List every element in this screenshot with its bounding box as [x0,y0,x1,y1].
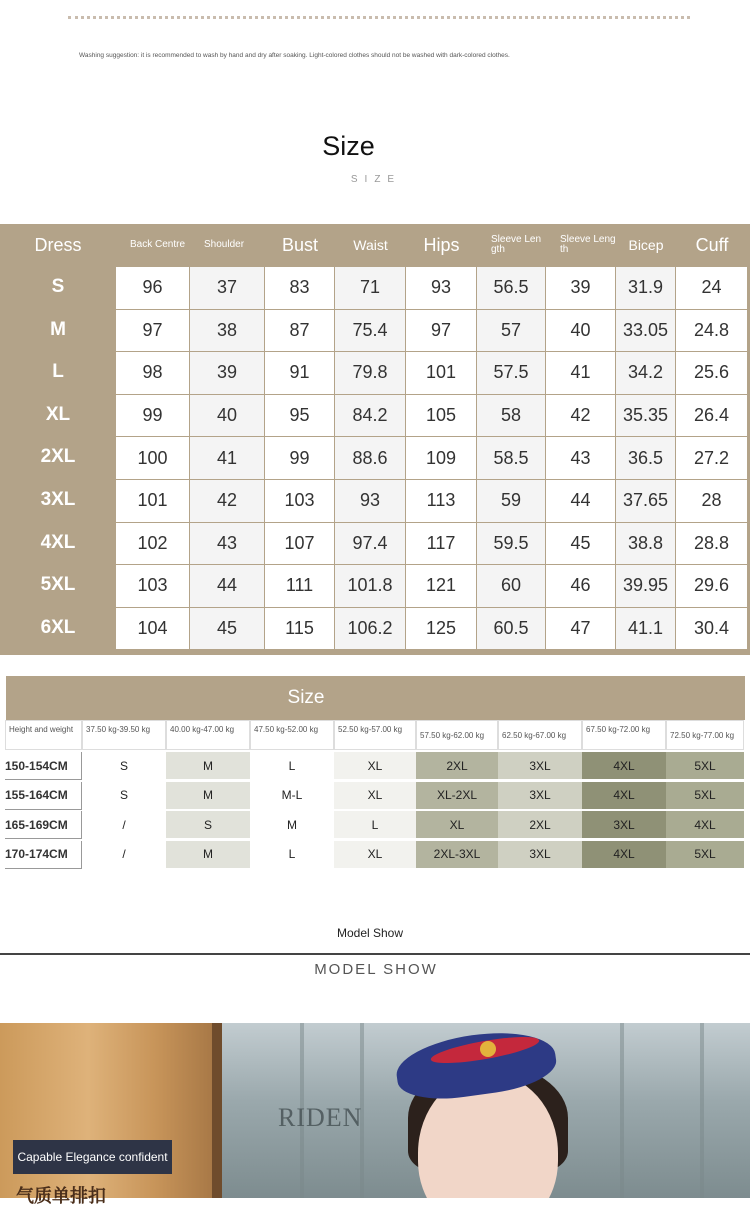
size-chart-cell: 30.4 [676,608,747,650]
size-chart-cell: 43 [190,523,264,565]
size-chart-cell: 59.5 [477,523,545,565]
size-chart-row-label: 6XL [40,616,76,638]
washing-suggestion: Washing suggestion: it is recommended to wash by hand and dry after soaking. Light-colored clothes should not be washed with dark-colored clothes. [79,52,510,59]
size-chart-cell: 59 [477,480,545,522]
size-section-subtitle: SIZE [350,174,402,185]
size-chart-cell: 57 [477,310,545,352]
size-guide-cell: XL [334,841,416,869]
size-chart-row-label: 3XL [40,489,76,510]
size-guide-cell: S [82,752,166,780]
size-chart-cell: 37.65 [616,480,675,522]
size-chart-cell: 71 [335,267,405,309]
size-guide-cell: XL-2XL [416,782,498,810]
size-guide-cell: 4XL [582,841,666,869]
building-sign: RIDEN [278,1103,363,1132]
size-guide-cell: 4XL [666,811,744,839]
size-chart-header-cell: Sleeve Length [491,234,542,255]
size-chart-cell: 28.8 [676,523,747,565]
size-chart-cell: 101.8 [335,565,405,607]
size-chart-cell: 103 [116,565,189,607]
size-guide-cell: / [82,811,166,839]
size-chart-cell: 104 [116,608,189,650]
size-chart-row-label: M [50,318,66,340]
size-guide-cell: 3XL [582,811,666,839]
size-guide-cell: / [82,841,166,869]
size-chart-cell: 26.4 [676,395,747,437]
size-chart-cell: 99 [265,437,334,479]
size-chart-cell: 33.05 [616,310,675,352]
size-chart-cell: 40 [190,395,264,437]
size-chart-cell: 107 [265,523,334,565]
size-guide-weight-header: 72.50 kg-77.00 kg [666,720,744,750]
size-chart-cell: 100 [116,437,189,479]
size-guide-weight-header: 57.50 kg-62.00 kg [416,720,498,750]
size-chart-cell: 115 [265,608,334,650]
size-guide-cell: 2XL [498,811,582,839]
size-guide-cell: 5XL [666,782,744,810]
size-guide-weight-header: 67.50 kg-72.00 kg [582,720,666,750]
door-frame [212,1023,222,1198]
size-chart-cell: 34.2 [616,352,675,394]
size-chart-cell: 83 [265,267,334,309]
size-chart-row-label: 4XL [40,531,76,553]
size-chart-cell: 44 [190,565,264,607]
size-guide-cell: S [166,811,250,839]
size-guide-title: Size [287,687,325,708]
size-chart-cell: 45 [190,608,264,650]
size-chart-cell: 46 [546,565,615,607]
size-guide-cell: L [250,752,334,780]
size-guide-weight-header: 52.50 kg-57.00 kg [334,720,416,750]
size-guide-cell: L [334,811,416,839]
size-chart-cell: 28 [676,480,747,522]
size-chart-cell: 42 [546,395,615,437]
photo-caption: Capable Elegance confident [13,1140,172,1174]
size-guide-cell: 4XL [582,782,666,810]
size-chart-cell: 88.6 [335,437,405,479]
size-guide-cell: 2XL [416,752,498,780]
size-guide-height-label: 150-154CM [5,752,82,780]
size-guide-cell: 4XL [582,752,666,780]
size-chart-header-cell: Bust [281,234,319,255]
size-chart-cell: 44 [546,480,615,522]
size-chart-cell: 38 [190,310,264,352]
size-chart-cell: 84.2 [335,395,405,437]
size-chart-cell: 109 [406,437,476,479]
size-chart-cell: 56.5 [477,267,545,309]
size-chart-cell: 24 [676,267,747,309]
size-guide-cell: XL [334,782,416,810]
size-chart-cell: 58 [477,395,545,437]
hat-emblem-icon [480,1041,496,1057]
dotted-divider [68,16,690,19]
size-chart-cell: 60 [477,565,545,607]
size-chart-cell: 42 [190,480,264,522]
size-chart-cell: 99 [116,395,189,437]
window-mullion [700,1023,704,1198]
size-chart-cell: 35.35 [616,395,675,437]
size-chart-cell: 121 [406,565,476,607]
size-chart-cell: 60.5 [477,608,545,650]
size-guide-corner: Height and weight [5,720,82,750]
model-show-subtitle: MODEL SHOW [314,961,438,978]
size-chart-cell: 37 [190,267,264,309]
size-guide-weight-header: 37.50 kg-39.50 kg [82,720,166,750]
size-guide-weight-header: 47.50 kg-52.00 kg [250,720,334,750]
size-guide-cell: M [166,782,250,810]
size-guide-cell: S [82,782,166,810]
size-chart-cell: 43 [546,437,615,479]
photo-chinese-caption: 气质单排扣 [16,1186,106,1207]
size-chart-header-cell: Bicep [628,237,664,253]
size-chart-cell: 95 [265,395,334,437]
size-chart-cell: 57.5 [477,352,545,394]
size-guide-height-label: 165-169CM [5,811,82,839]
size-guide-cell: M [250,811,334,839]
size-chart-header-cell: Waist [353,237,388,253]
size-guide-cell: 3XL [498,841,582,869]
size-guide-height-label: 155-164CM [5,782,82,810]
size-chart-header-cell: Back Centre [130,239,186,250]
size-chart-cell: 101 [116,480,189,522]
size-chart-header [0,224,750,266]
size-chart-cell: 58.5 [477,437,545,479]
size-chart-cell: 41 [190,437,264,479]
size-chart-cell: 41.1 [616,608,675,650]
window-mullion [620,1023,624,1198]
size-chart-cell: 39 [546,267,615,309]
size-chart-cell: 98 [116,352,189,394]
size-guide-cell: L [250,841,334,869]
size-chart-row-label: 2XL [40,446,76,468]
size-guide-cell: 5XL [666,841,744,869]
size-chart-cell: 75.4 [335,310,405,352]
size-guide-cell: M [166,841,250,869]
size-chart-cell: 125 [406,608,476,650]
size-chart-cell: 36.5 [616,437,675,479]
size-chart-cell: 93 [406,267,476,309]
size-chart-cell: 29.6 [676,565,747,607]
size-guide-cell: 3XL [498,782,582,810]
model-divider-line [0,953,750,955]
model-show-label: Model Show [336,926,404,940]
size-chart-cell: 97 [116,310,189,352]
size-chart-cell: 97.4 [335,523,405,565]
size-chart-cell: 31.9 [616,267,675,309]
size-guide-weight-header: 40.00 kg-47.00 kg [166,720,250,750]
size-guide-weight-header: 62.50 kg-67.00 kg [498,720,582,750]
size-chart-cell: 97 [406,310,476,352]
size-chart-row-label: L [52,361,64,383]
size-chart-cell: 41 [546,352,615,394]
size-chart-cell: 87 [265,310,334,352]
size-chart-row-label: S [51,276,65,297]
size-guide-cell: 3XL [498,752,582,780]
size-chart-cell: 45 [546,523,615,565]
size-chart-header-cell: Shoulder [204,239,245,250]
size-chart-cell: 111 [265,565,334,607]
size-guide-height-label: 170-174CM [5,841,82,869]
size-chart-cell: 24.8 [676,310,747,352]
size-chart-cell: 40 [546,310,615,352]
size-guide-cell: XL [416,811,498,839]
size-chart-cell: 113 [406,480,476,522]
size-guide-cell: M-L [250,782,334,810]
size-chart-header-cell: Sleeve Length [560,234,616,255]
size-chart-cell: 47 [546,608,615,650]
size-chart-cell: 96 [116,267,189,309]
size-chart-cell: 38.8 [616,523,675,565]
size-section-title: Size [322,131,375,161]
size-guide-cell: 5XL [666,752,744,780]
size-chart-cell: 103 [265,480,334,522]
size-chart-cell: 93 [335,480,405,522]
size-chart-row-label: XL [45,403,71,425]
size-guide-cell: M [166,752,250,780]
size-chart-cell: 39.95 [616,565,675,607]
size-chart-cell: 39 [190,352,264,394]
size-chart-cell: 102 [116,523,189,565]
size-chart-cell: 106.2 [335,608,405,650]
size-guide-cell: XL [334,752,416,780]
size-guide-cell: 2XL-3XL [416,841,498,869]
size-chart-cell: 25.6 [676,352,747,394]
size-chart-table [0,224,750,655]
size-chart-cell: 101 [406,352,476,394]
size-chart-header-cell: Dress [34,234,82,255]
size-chart-cell: 27.2 [676,437,747,479]
size-chart-cell: 91 [265,352,334,394]
size-chart-cell: 105 [406,395,476,437]
size-chart-cell: 79.8 [335,352,405,394]
size-chart-header-cell: Cuff [695,234,729,255]
size-chart-header-cell: Hips [423,234,460,255]
size-chart-row-label: 5XL [40,574,76,596]
size-chart-cell: 117 [406,523,476,565]
